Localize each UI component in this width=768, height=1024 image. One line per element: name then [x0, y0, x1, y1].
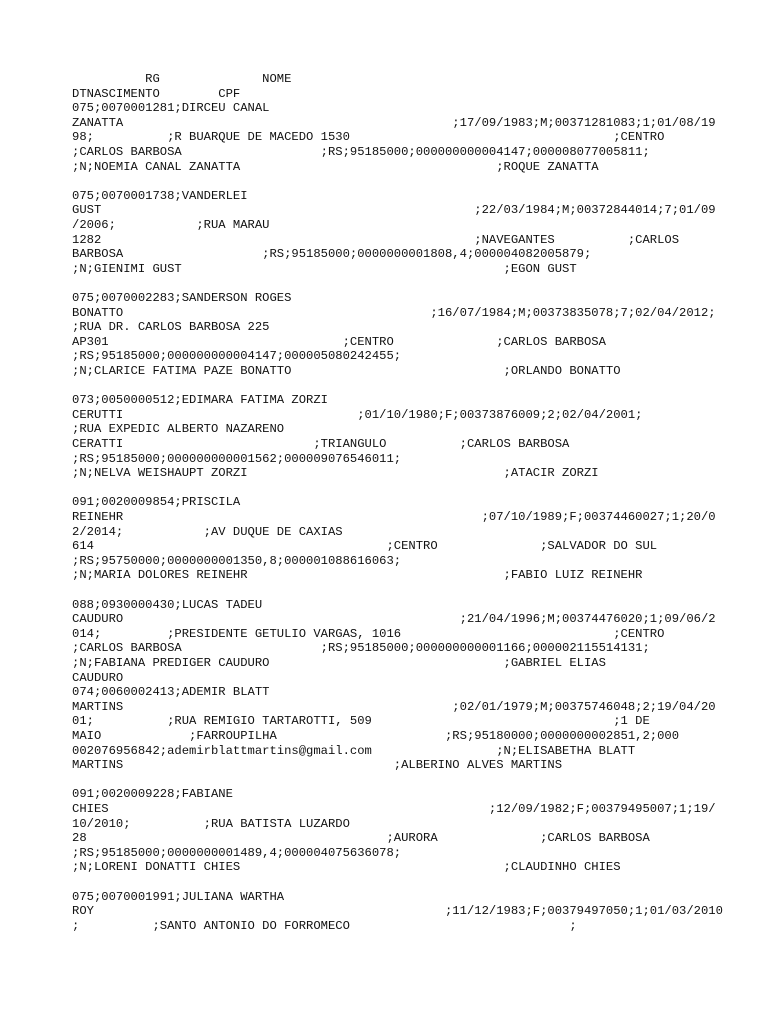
text-line: ;RUA EXPEDIC ALBERTO NAZARENO: [72, 422, 285, 437]
text-line: 002076956842;ademirblattmartins@gmail.com ;N;ELISABETHA BLATT: [72, 743, 636, 758]
text-line: CHIES ;12/09/1982;F;00379495007;1;19/: [72, 802, 716, 816]
text-line: 2/2014; ;AV DUQUE DE CAXIAS: [72, 524, 343, 539]
text-line: 10/2010; ;RUA BATISTA LUZARDO: [72, 816, 350, 831]
text-line: 075;0070001738;VANDERLEI: [72, 188, 248, 203]
text-line: CAUDURO: [72, 670, 124, 685]
text-line: ;RS;95185000;000000000001562;000009076546011;: [72, 451, 402, 466]
text-line: 088;0930000430;LUCAS TADEU: [72, 597, 263, 612]
text-line: 075;0070002283;SANDERSON ROGES: [72, 291, 292, 305]
text-line: BONATTO ;16/07/1984;M;00373835078;7;02/04/2012;: [72, 305, 716, 320]
text-line: CAUDURO ;21/04/1996;M;00374476020;1;09/06/2: [72, 612, 716, 627]
text-line: ;RS;95185000;000000000004147;000005080242455;: [72, 349, 402, 364]
text-line: CERATTI ;TRIANGULO ;CARLOS BARBOSA: [72, 437, 570, 451]
text-line: 074;0060002413;ADEMIR BLATT: [72, 685, 270, 700]
text-line: RG NOME: [72, 72, 292, 86]
text-line: ;N;NOEMIA CANAL ZANATTA ;ROQUE ZANATTA: [72, 159, 599, 174]
text-line: ;CARLOS BARBOSA ;RS;95185000;000000000004147;000008077005811;: [72, 145, 650, 159]
text-line: ;N;GIENIMI GUST ;EGON GUST: [72, 261, 577, 276]
text-line: GUST ;22/03/1984;M;00372844014;7;01/09: [72, 203, 716, 218]
text-line: BARBOSA ;RS;95185000;0000000001808,4;000004082005879;: [72, 247, 592, 262]
text-line: MARTINS ;ALBERINO ALVES MARTINS: [72, 758, 563, 773]
text-line: 98; ;R BUARQUE DE MACEDO 1530 ;CENTRO: [72, 130, 665, 145]
text-line: ;N;FABIANA PREDIGER CAUDURO ;GABRIEL ELIAS: [72, 656, 606, 670]
text-line: /2006; ;RUA MARAU: [72, 218, 270, 232]
text-line: ;CARLOS BARBOSA ;RS;95185000;000000000001166;000002115514131;: [72, 641, 650, 656]
text-line: ROY ;11/12/1983;F;00379497050;1;01/03/2010: [72, 904, 723, 919]
text-line: ;RUA DR. CARLOS BARBOSA 225: [72, 320, 270, 335]
text-line: 091;0020009854;PRISCILA: [72, 495, 241, 510]
text-line: MARTINS ;02/01/1979;M;00375746048;2;19/04/20: [72, 699, 716, 714]
text-line: 091;0020009228;FABIANE: [72, 787, 233, 802]
text-line: ;N;NELVA WEISHAUPT ZORZI ;ATACIR ZORZI: [72, 466, 599, 481]
text-line: ZANATTA ;17/09/1983;M;00371281083;1;01/08/19: [72, 115, 716, 130]
text-line: 014; ;PRESIDENTE GETULIO VARGAS, 1016 ;CENTRO: [72, 626, 665, 641]
text-line: ;RS;95750000;0000000001350,8;000001088616063;: [72, 553, 402, 568]
text-line: ;N;MARIA DOLORES REINEHR ;FABIO LUIZ REINEHR: [72, 568, 643, 583]
text-line: REINEHR ;07/10/1989;F;00374460027;1;20/0: [72, 510, 716, 524]
text-line: ;N;CLARICE FATIMA PAZE BONATTO ;ORLANDO BONATTO: [72, 364, 621, 378]
text-line: ;N;LORENI DONATTI CHIES ;CLAUDINHO CHIES: [72, 860, 621, 875]
text-line: 073;0050000512;EDIMARA FATIMA ZORZI: [72, 393, 328, 408]
text-line: 614 ;CENTRO ;SALVADOR DO SUL: [72, 539, 658, 554]
text-line: MAIO ;FARROUPILHA ;RS;95180000;0000000002851,2;000: [72, 729, 680, 743]
text-line: DTNASCIMENTO CPF: [72, 86, 241, 101]
text-line: 075;0070001281;DIRCEU CANAL: [72, 101, 270, 116]
text-line: 1282 ;NAVEGANTES ;CARLOS: [72, 232, 680, 247]
text-line: ;RS;95185000;0000000001489,4;000004075636078;: [72, 845, 402, 860]
text-line: CERUTTI ;01/10/1980;F;00373876009;2;02/04/2001;: [72, 407, 643, 422]
text-line: AP301 ;CENTRO ;CARLOS BARBOSA: [72, 334, 606, 349]
text-line: 01; ;RUA REMIGIO TARTAROTTI, 509 ;1 DE: [72, 714, 650, 729]
text-line: 28 ;AURORA ;CARLOS BARBOSA: [72, 831, 650, 846]
text-line: ; ;SANTO ANTONIO DO FORROMECO ;: [72, 918, 577, 933]
text-line: 075;0070001991;JULIANA WARTHA: [72, 889, 285, 904]
